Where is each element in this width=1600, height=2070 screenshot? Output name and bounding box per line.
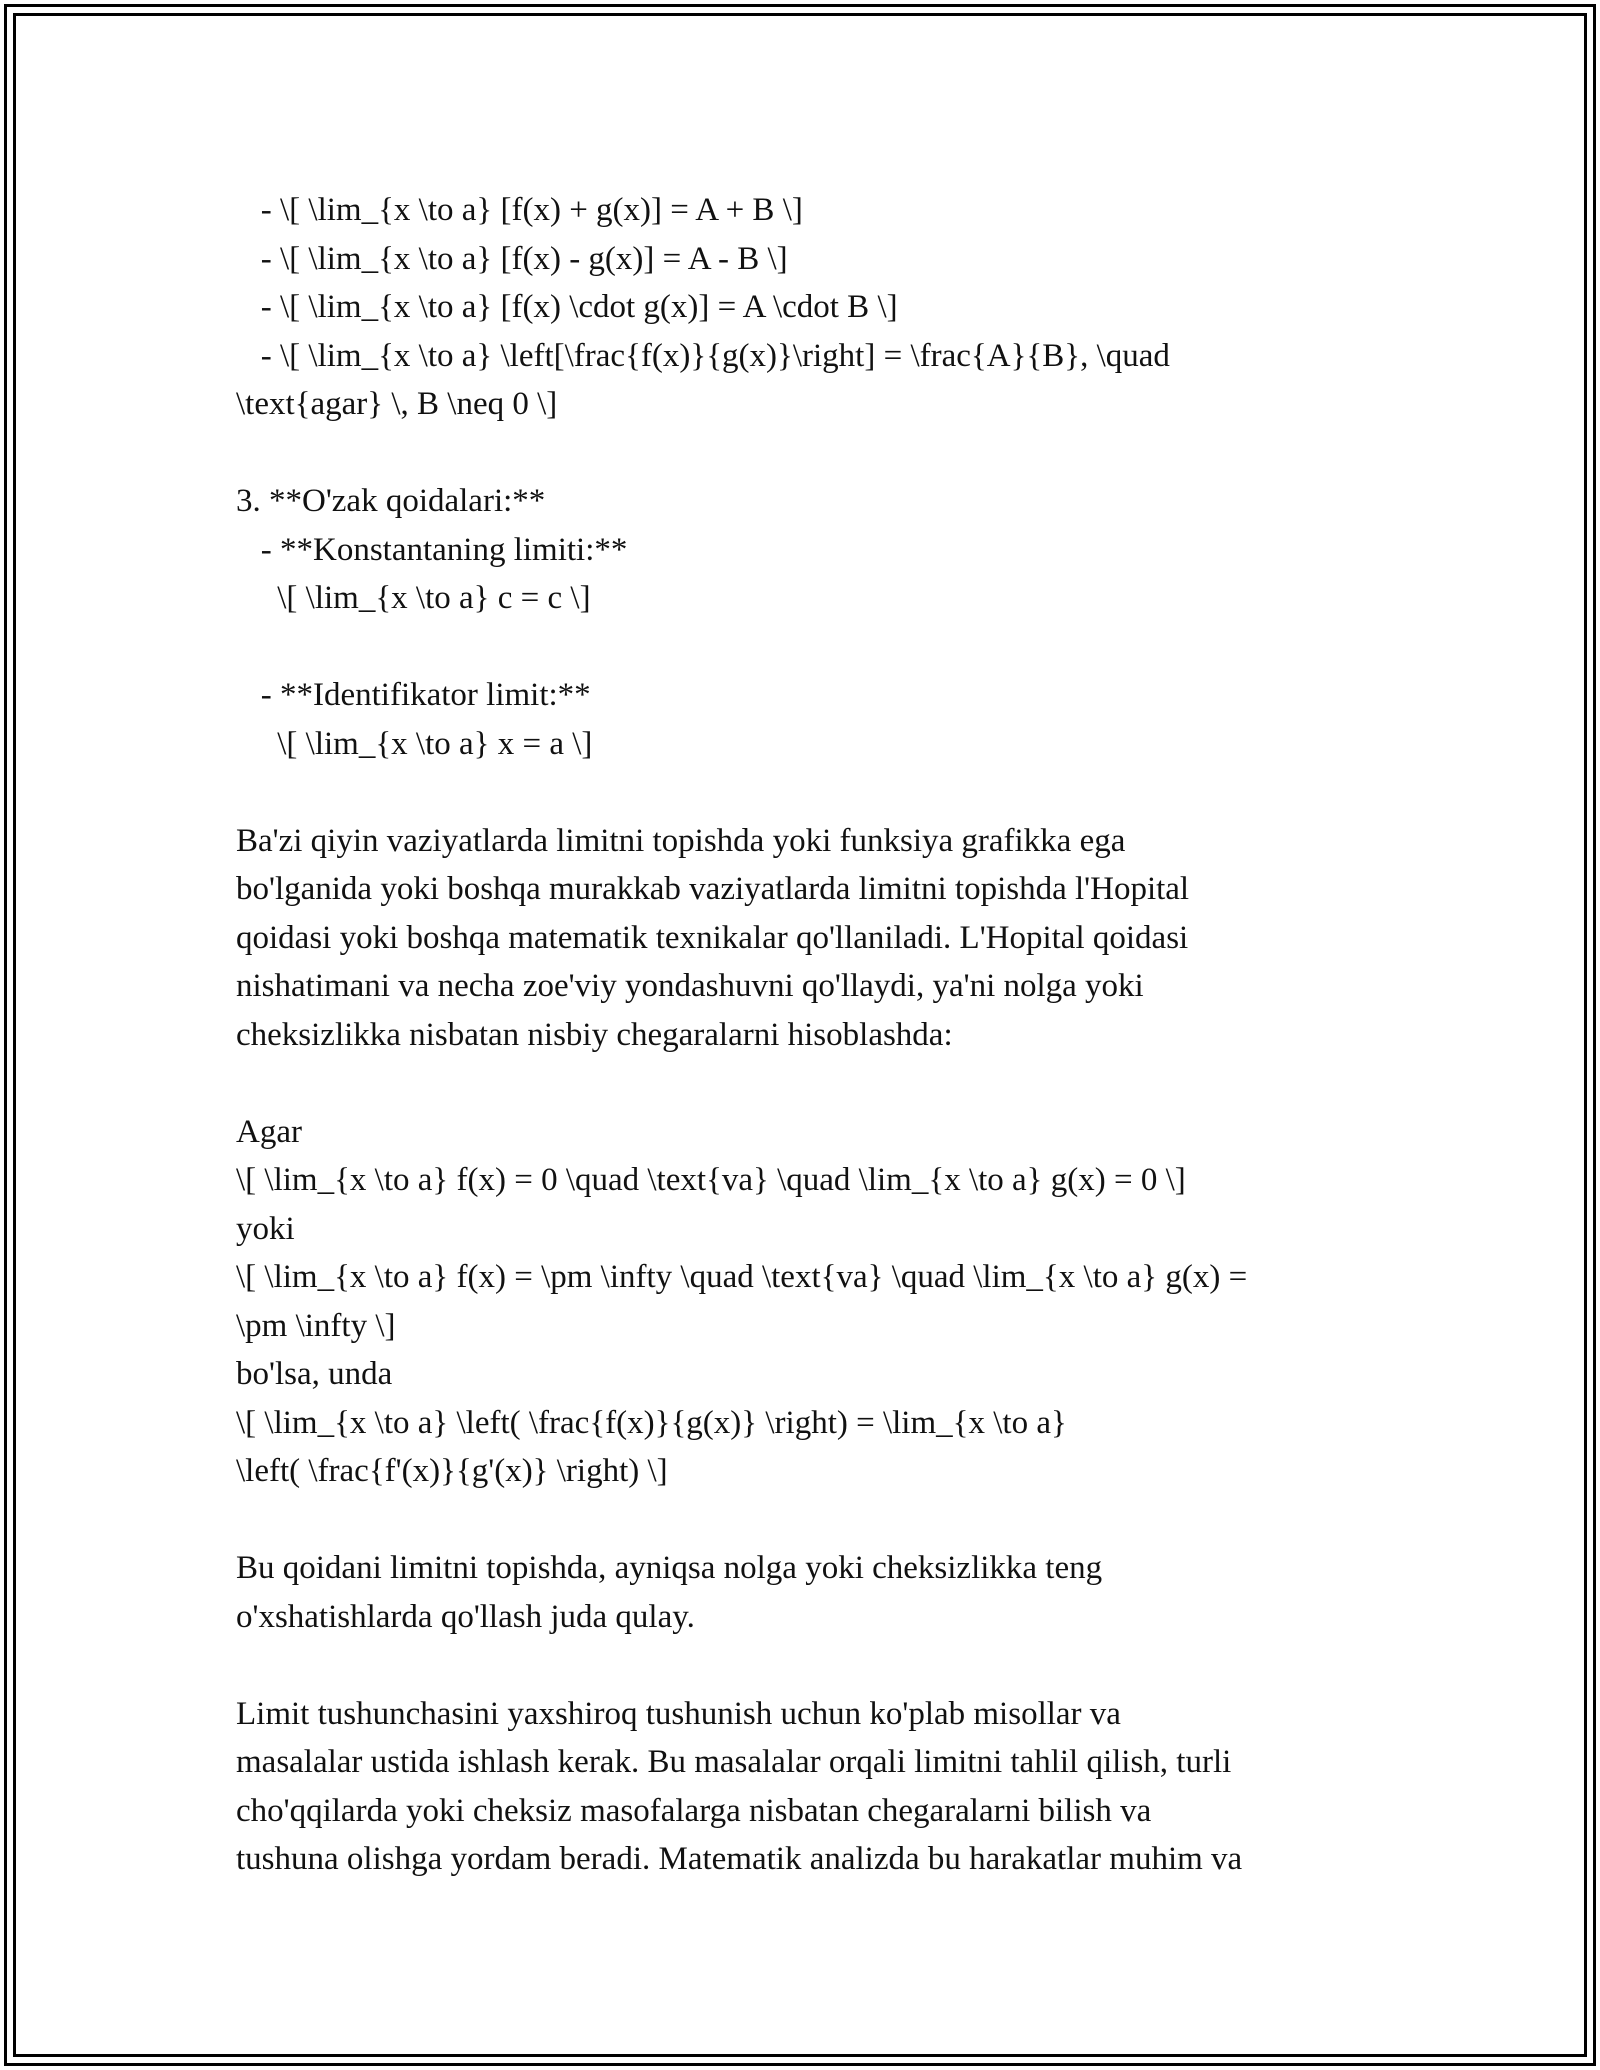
text-line: - \[ \lim_{x \to a} \left[\frac{f(x)}{g(x)}\right] = \frac{A}{B}, \quad <box>236 337 1170 374</box>
paragraph-line: cheksizlikka nisbatan nisbiy chegaralarni hisoblashda: <box>236 1016 953 1053</box>
text-line: bo'lsa, unda <box>236 1356 393 1392</box>
text-line: - \[ \lim_{x \to a} [f(x) + g(x)] = A + B \] <box>236 192 803 228</box>
paragraph-line: Ba'zi qiyin vaziyatlarda limitni topishda yoki funksiya grafikka ega <box>236 822 1126 859</box>
formula-line: \pm \infty \] <box>236 1307 396 1344</box>
text-line: Agar <box>236 1113 302 1150</box>
blank-line <box>236 768 1376 817</box>
text-line: \[ \lim_{x \to a} x = a \] <box>236 725 593 762</box>
paragraph-line: nishatimani va necha zoe'viy yondashuvni qo'llaydi, ya'ni nolga yoki <box>236 968 1144 1004</box>
text-line: yoki <box>236 1210 295 1247</box>
paragraph-line: bo'lganida yoki boshqa murakkab vaziyatlarda limitni topishda l'Hopital <box>236 871 1190 907</box>
blank-line <box>236 1641 1376 1690</box>
paragraph-line: o'xshatishlarda qo'llash juda qulay. <box>236 1598 695 1635</box>
text-line: - **Identifikator limit:** <box>236 677 591 713</box>
blank-line <box>236 429 1376 478</box>
document-body <box>236 186 1376 1884</box>
blank-line <box>236 1496 1376 1545</box>
blank-line <box>236 623 1376 672</box>
formula-line: \[ \lim_{x \to a} f(x) = 0 \quad \text{va} \quad \lim_{x \to a} g(x) = 0 \] <box>236 1162 1186 1198</box>
text-line: - **Konstantaning limiti:** <box>236 531 628 568</box>
paragraph-line: qoidasi yoki boshqa matematik texnikalar qo'llaniladi. L'Hopital qoidasi <box>236 919 1189 956</box>
text-line: - \[ \lim_{x \to a} [f(x) - g(x)] = A - B \] <box>236 240 788 277</box>
paragraph-line: Limit tushunchasini yaxshiroq tushunish uchun ko'plab misollar va <box>236 1695 1121 1732</box>
text-line: \text{agar} \, B \neq 0 \] <box>236 386 558 422</box>
formula-line: \[ \lim_{x \to a} \left( \frac{f(x)}{g(x)} \right) = \lim_{x \to a} <box>236 1404 1067 1441</box>
formula-line: \[ \lim_{x \to a} f(x) = \pm \infty \quad \text{va} \quad \lim_{x \to a} g(x) = <box>236 1259 1248 1295</box>
text-line: - \[ \lim_{x \to a} [f(x) \cdot g(x)] = A \cdot B \] <box>236 289 898 325</box>
text-line: \[ \lim_{x \to a} c = c \] <box>236 580 591 616</box>
blank-line <box>236 1059 1376 1108</box>
paragraph-line: cho'qqilarda yoki cheksiz masofalarga nisbatan chegaralarni bilish va <box>236 1792 1152 1829</box>
paragraph-line: Bu qoidani limitni topishda, ayniqsa nolga yoki cheksizlikka teng <box>236 1550 1103 1586</box>
paragraph-line: masalalar ustida ishlash kerak. Bu masalalar orqali limitni tahlil qilish, turli <box>236 1744 1232 1780</box>
section-heading: 3. **O'zak qoidalari:** <box>236 483 546 519</box>
paragraph-line: tushuna olishga yordam beradi. Matematik analizda bu harakatlar muhim va <box>236 1841 1243 1877</box>
formula-line: \left( \frac{f'(x)}{g'(x)} \right) \] <box>236 1453 668 1489</box>
